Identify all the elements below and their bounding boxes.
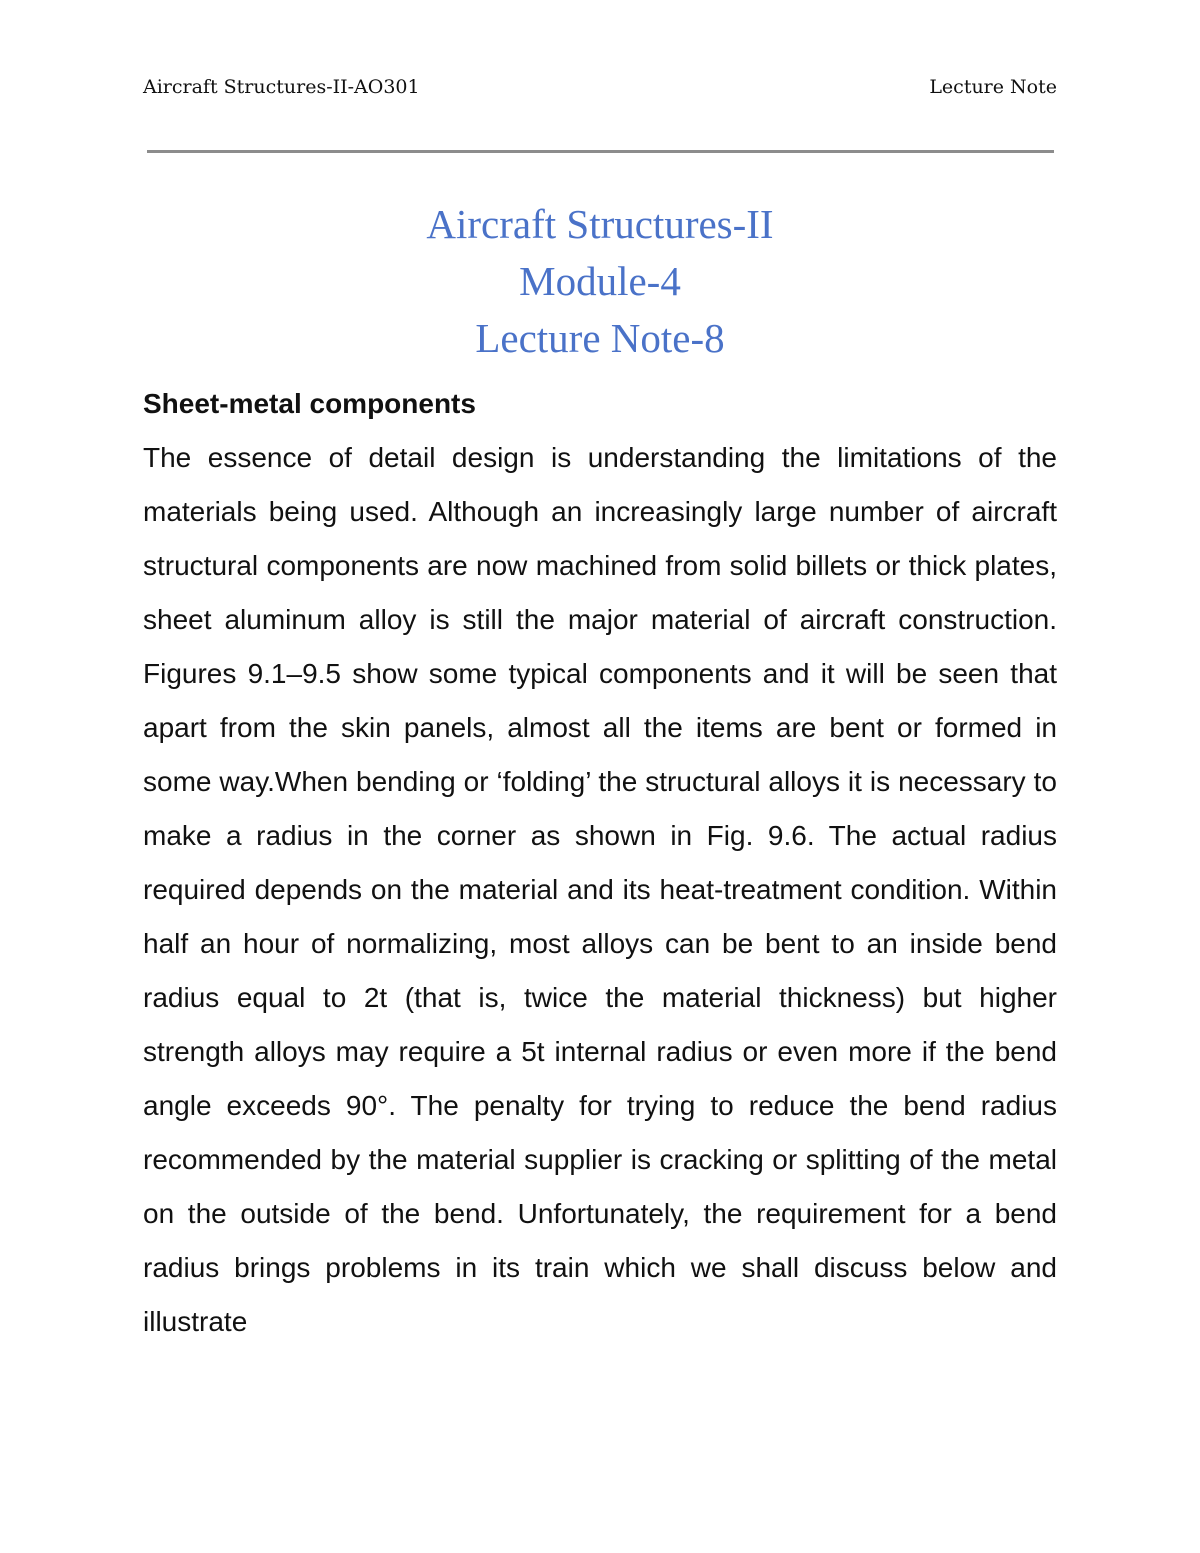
title-lecture: Lecture Note-8 [475,315,725,361]
header-divider [147,150,1054,153]
section-heading: Sheet-metal components [143,388,476,419]
section-content [143,377,1057,1349]
title-module: Module-4 [519,258,681,304]
header-document-type: Lecture Note [929,76,1057,98]
running-header [143,70,1057,104]
section-body-paragraph: The essence of detail design is understanding the limitations of the materials being used. Although an increasingly large number of aircraft structural components are now machined from solid billets or thick plates, sheet aluminum alloy is still the major material of aircraft construction. Figures 9.1–9.5 show some typical components and it will be seen that apart from the skin panels, almost all the items are bent or formed in some way.When bending or ‘folding’ the structural alloys it is necessary to make a radius in the corner as shown in Fig. 9.6. The actual radius required depends on the material and its heat-treatment condition. Within half an hour of normalizing, most alloys can be bent to an inside bend radius equal to 2t (that is, twice the material thickness) but higher strength alloys may require a 5t internal radius or even more if the bend angle exceeds 90°. The penalty for trying to reduce the bend radius recommended by the material supplier is cracking or splitting of the metal on the outside of the bend. Unfortunately, the requirement for a bend radius brings problems in its train which we shall discuss below and illustrate [143,442,1057,1337]
document-title [143,196,1057,367]
header-course-title: Aircraft Structures-II-AO301 [143,76,420,98]
title-course: Aircraft Structures-II [426,201,774,247]
